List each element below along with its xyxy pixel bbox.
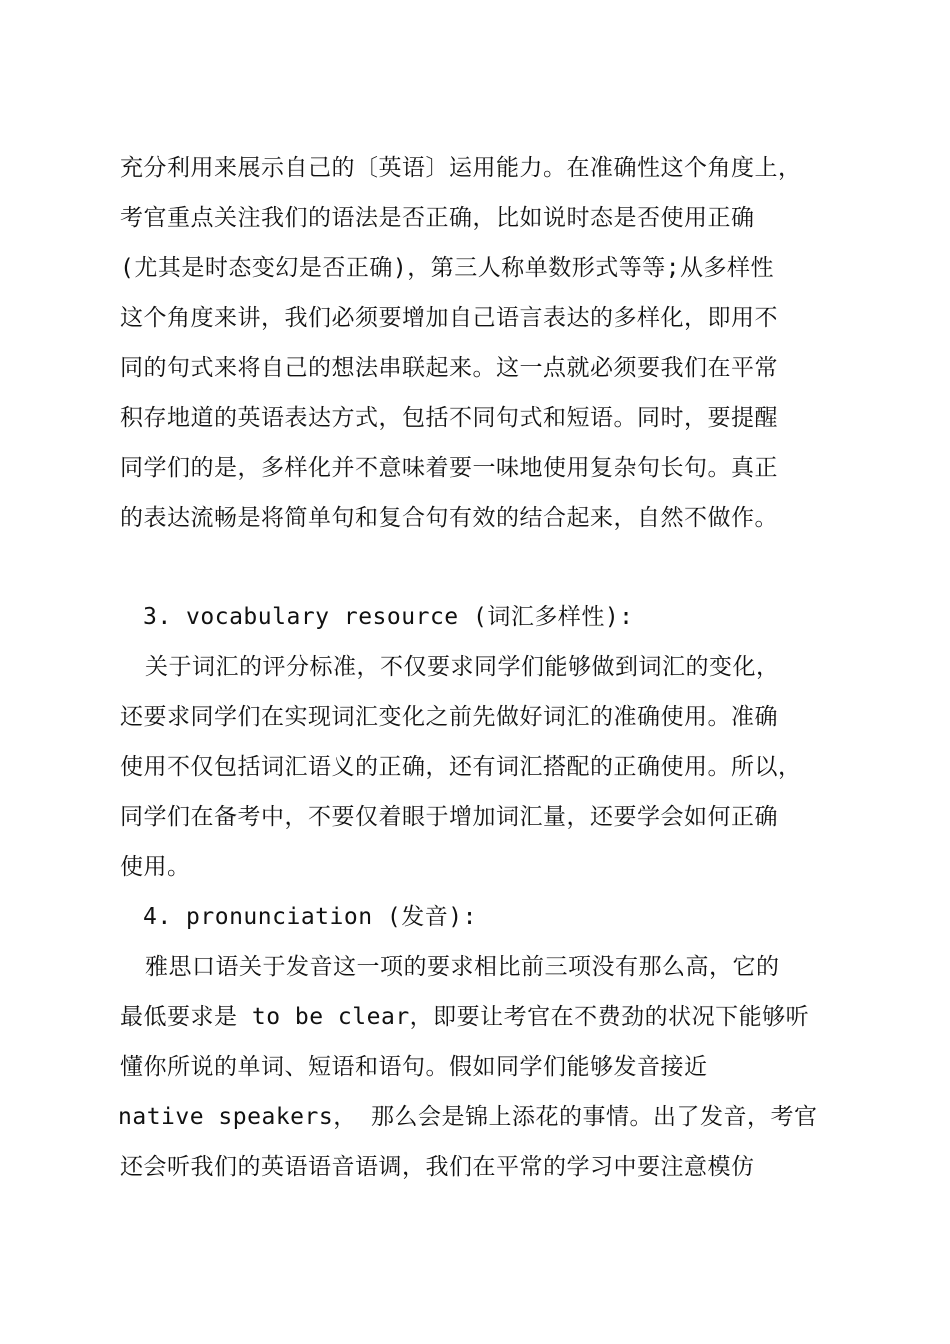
paragraph-line: 考官重点关注我们的语法是否正确，比如说时态是否使用正确 (120, 205, 755, 231)
paragraph-line: (尤其是时态变幻是否正确)，第三人称单数形式等等;从多样性 (120, 255, 775, 281)
paragraph-line: 雅思口语关于发音这一项的要求相比前三项没有那么高，它的 (145, 954, 780, 980)
paragraph-line: native speakers， 那么会是锦上添花的事情。出了发音，考官 (118, 1104, 818, 1130)
paragraph-line: 充分利用来展示自己的〔英语〕运用能力。在准确性这个角度上， (120, 155, 802, 181)
paragraph-line: 这个角度来讲，我们必须要增加自己语言表达的多样化，即用不 (120, 305, 778, 331)
paragraph-line: 使用不仅包括词汇语义的正确，还有词汇搭配的正确使用。所以， (120, 754, 802, 780)
paragraph-line: 同学们在备考中，不要仅着眼于增加词汇量，还要学会如何正确 (120, 804, 778, 830)
paragraph-line: 同的句式来将自己的想法串联起来。这一点就必须要我们在平常 (120, 355, 778, 381)
paragraph-line: 同学们的是，多样化并不意味着要一味地使用复杂句长句。真正 (120, 455, 778, 481)
paragraph-line: 的表达流畅是将简单句和复合句有效的结合起来，自然不做作。 (120, 505, 778, 531)
paragraph-line: 还要求同学们在实现词汇变化之前先做好词汇的准确使用。准确 (120, 704, 778, 730)
paragraph-line: 还会听我们的英语语音语调，我们在平常的学习中要注意模仿 (120, 1154, 755, 1180)
paragraph-line: 积存地道的英语表达方式，包括不同句式和短语。同时，要提醒 (120, 405, 778, 431)
paragraph-line: 懂你所说的单词、短语和语句。假如同学们能够发音接近 (120, 1054, 708, 1080)
paragraph-line: 最低要求是 to be clear，即要让考官在不费劲的状况下能够听 (120, 1004, 810, 1030)
section-heading-pronunciation: 4. pronunciation (发音): (143, 904, 477, 930)
section-heading-vocabulary: 3. vocabulary resource (词汇多样性): (143, 604, 634, 630)
paragraph-line: 关于词汇的评分标准，不仅要求同学们能够做到词汇的变化， (145, 654, 780, 680)
paragraph-line: 使用。 (120, 854, 191, 880)
